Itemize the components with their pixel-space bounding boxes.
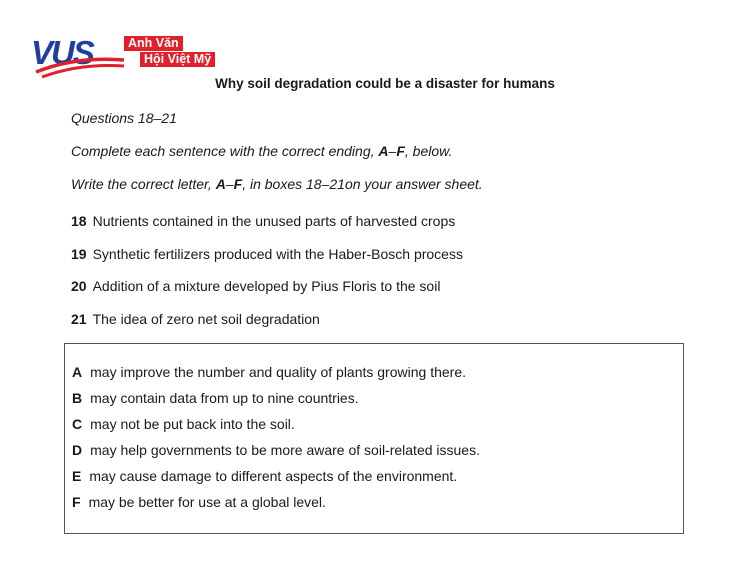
question-number: 18 [71, 213, 87, 229]
vus-logo-mark [30, 34, 126, 80]
option-text: may not be put back into the soil. [90, 416, 295, 432]
letter-range-start: A [215, 176, 226, 192]
logo-tag-line1: Anh Văn [124, 36, 183, 51]
option-letter: B [72, 390, 83, 406]
option-letter: C [72, 416, 83, 432]
letter-range-end: F [233, 176, 243, 192]
instruction-1-end: , below. [404, 143, 453, 159]
question-text: The idea of zero net soil degradation [92, 311, 320, 327]
question-item [71, 311, 320, 327]
instruction-line-2 [71, 176, 483, 192]
ending-option [72, 364, 466, 380]
letter-range-end: F [396, 143, 405, 159]
option-text: may help governments to be more aware of soil-related issues. [90, 442, 480, 458]
question-number: 20 [71, 278, 87, 294]
question-item [71, 278, 440, 294]
option-letter: A [72, 364, 83, 380]
letter-range-dash: – [388, 143, 397, 159]
question-item [71, 246, 463, 262]
ending-option [72, 442, 480, 458]
instruction-1-text: Complete each sentence with the correct ending, [71, 143, 379, 159]
question-item [71, 213, 455, 229]
instruction-line-1 [71, 143, 452, 159]
questions-label: Questions 18–21 [71, 110, 177, 126]
question-text: Nutrients contained in the unused parts of harvested crops [92, 213, 456, 229]
option-letter: E [72, 468, 82, 484]
endings-box [64, 343, 684, 534]
vus-logo [30, 34, 240, 80]
option-text: may improve the number and quality of plants growing there. [90, 364, 466, 380]
option-text: may cause damage to different aspects of the environment. [89, 468, 458, 484]
ending-option [72, 416, 295, 432]
option-text: may contain data from up to nine countries. [90, 390, 359, 406]
question-text: Synthetic fertilizers produced with the Haber-Bosch process [92, 246, 463, 262]
option-letter: F [72, 494, 81, 510]
instruction-2-end: , in boxes 18–21on your answer sheet. [242, 176, 483, 192]
instruction-2-text: Write the correct letter, [71, 176, 216, 192]
logo-brand-text: VUS [31, 34, 93, 71]
option-letter: D [72, 442, 83, 458]
letter-range-dash: – [225, 176, 234, 192]
ending-option [72, 390, 359, 406]
option-text: may be better for use at a global level. [88, 494, 326, 510]
page-title: Why soil degradation could be a disaster for humans [215, 76, 555, 91]
question-number: 19 [71, 246, 87, 262]
question-text: Addition of a mixture developed by Pius Floris to the soil [92, 278, 441, 294]
ending-option [72, 494, 326, 510]
letter-range-start: A [378, 143, 389, 159]
question-number: 21 [71, 311, 87, 327]
ending-option [72, 468, 457, 484]
logo-tag-line2: Hội Việt Mỹ [140, 52, 215, 67]
